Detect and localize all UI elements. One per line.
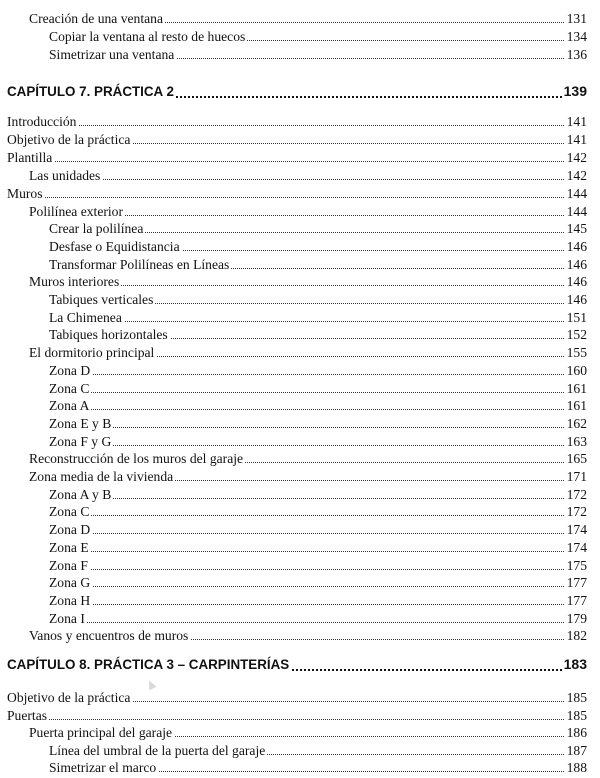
toc-entry [0, 610, 600, 627]
toc-entry [0, 415, 600, 432]
toc-entry [0, 397, 600, 414]
dot-leader [49, 604, 586, 605]
toc-entry-title: Zona I [49, 611, 85, 626]
toc-entry [0, 521, 600, 538]
toc-chapter-entry [0, 82, 600, 101]
toc-entry [0, 309, 600, 326]
toc-entry-page-number: 152 [566, 327, 587, 342]
toc-entry-page-number: 174 [566, 540, 587, 555]
toc-entry-title: Zona E y B [49, 416, 112, 431]
toc-entry-title: Polilínea exterior [29, 204, 123, 219]
dot-leader [7, 197, 586, 198]
toc-entry-page-number: 144 [566, 204, 587, 219]
toc-entry-page-number: 187 [566, 743, 587, 758]
toc-entry [0, 574, 600, 591]
toc-entry-title: Las unidades [29, 168, 101, 183]
toc-entry-page-number: 179 [566, 611, 587, 626]
toc-entry-page-number: 183 [563, 656, 587, 672]
toc-entry-page-number: 185 [566, 708, 587, 723]
toc-entry-title: Zona F [49, 558, 88, 573]
toc-entry-title: Zona C [49, 504, 90, 519]
dot-leader [49, 586, 586, 587]
toc-entry-page-number: 151 [566, 310, 587, 325]
toc-entry-page-number: 177 [566, 575, 587, 590]
toc-entry-page-number: 139 [563, 83, 587, 99]
toc-entry-page-number: 171 [566, 469, 587, 484]
toc-entry [0, 724, 600, 741]
dot-leader [49, 551, 586, 552]
toc-entry-page-number: 136 [566, 47, 587, 62]
toc-entry-title: Zona G [49, 575, 91, 590]
toc-entry-page-number: 141 [566, 132, 587, 147]
toc-entry [0, 707, 600, 724]
toc-entry [0, 185, 600, 202]
toc-entry-title: Transformar Polilíneas en Líneas [49, 257, 230, 272]
toc-entry [0, 167, 600, 184]
toc-entry [0, 689, 600, 706]
toc-entry [0, 238, 600, 255]
toc-entry-page-number: 186 [566, 725, 587, 740]
toc-entry-page-number: 145 [566, 221, 587, 236]
toc-entry-title: Muros interiores [29, 274, 120, 289]
toc-entry-title: Puerta principal del garaje [29, 725, 173, 740]
toc-entry-title: Zona media de la vivienda [29, 469, 174, 484]
toc-entry-page-number: 175 [566, 558, 587, 573]
toc-entry-title: Zona D [49, 363, 91, 378]
toc-entry [0, 273, 600, 290]
toc-entry-title: Desfase o Equidistancia [49, 239, 180, 254]
dot-leader [7, 125, 586, 126]
dot-leader [49, 445, 586, 446]
toc-entry-title: Línea del umbral de la puerta del garaje [49, 743, 266, 758]
toc-entry-title: Vanos y encuentros de muros [29, 628, 189, 643]
toc-entry-title: Simetrizar el marco [49, 760, 157, 775]
dot-leader [49, 569, 586, 570]
toc-entry-page-number: 185 [566, 690, 587, 705]
toc-entry [0, 759, 600, 776]
toc-entry-page-number: 146 [566, 257, 587, 272]
toc-entry-page-number: 165 [566, 451, 587, 466]
toc-entry-page-number: 141 [566, 114, 587, 129]
toc-entry-title: Reconstrucción de los muros del garaje [29, 451, 244, 466]
toc-entry-title: Tabiques horizontales [49, 327, 168, 342]
toc-entry [0, 592, 600, 609]
toc-entry-title: Copiar la ventana al resto de huecos [49, 29, 246, 44]
toc-entry [0, 362, 600, 379]
toc-entry-title: Zona H [49, 593, 91, 608]
dot-leader [29, 179, 586, 180]
toc-entry-page-number: 134 [566, 29, 587, 44]
toc-entry-page-number: 161 [566, 381, 587, 396]
toc-entry [0, 742, 600, 759]
dot-leader [49, 498, 586, 499]
toc-entry [0, 203, 600, 220]
toc-entry-page-number: 160 [566, 363, 587, 378]
toc-entry [0, 557, 600, 574]
dot-leader [7, 719, 586, 720]
toc-entry-title: Objetivo de la práctica [7, 690, 131, 705]
toc-entry-title: Introducción [7, 114, 77, 129]
toc-entry-title: Creación de una ventana [29, 11, 163, 26]
toc-entry [0, 291, 600, 308]
toc-entry-page-number: 146 [566, 274, 587, 289]
dot-leader [49, 392, 586, 393]
dot-leader [49, 622, 586, 623]
toc-entry-page-number: 182 [566, 628, 587, 643]
toc-entry-page-number: 146 [566, 292, 587, 307]
toc-entry-page-number: 174 [566, 522, 587, 537]
toc-entry-title: Zona E [49, 540, 89, 555]
dot-leader [49, 427, 586, 428]
toc-entry [0, 486, 600, 503]
dot-leader [49, 409, 586, 410]
toc-entry-title: Zona C [49, 381, 90, 396]
toc-entry-title: Zona D [49, 522, 91, 537]
dot-leader [7, 161, 586, 162]
toc-entry-title: Zona A [49, 398, 90, 413]
toc-entry-page-number: 163 [566, 434, 587, 449]
toc-entry-page-number: 172 [566, 487, 587, 502]
toc-entry-page-number: 162 [566, 416, 587, 431]
toc-entry [0, 10, 600, 27]
toc-entry [0, 539, 600, 556]
toc-entry-title: Zona F y G [49, 434, 112, 449]
toc-entry-page-number: 161 [566, 398, 587, 413]
toc-entry-title: Zona A y B [49, 487, 112, 502]
toc-entry-page-number: 188 [566, 760, 587, 775]
toc-entry [0, 149, 600, 166]
toc-entry-page-number: 172 [566, 504, 587, 519]
dot-leader [49, 321, 586, 322]
toc-entry [0, 627, 600, 644]
dot-leader [49, 533, 586, 534]
toc-entry-title: Tabiques verticales [49, 292, 154, 307]
toc-entry-title: Plantilla [7, 150, 53, 165]
toc-entry-page-number: 144 [566, 186, 587, 201]
toc-entry-title: CAPÍTULO 7. PRÁCTICA 2 [7, 84, 174, 99]
toc-entry [0, 380, 600, 397]
toc-entry [0, 433, 600, 450]
toc-entry [0, 131, 600, 148]
toc-entry-page-number: 155 [566, 345, 587, 360]
toc-entry-title: Objetivo de la práctica [7, 132, 131, 147]
toc-entry [0, 503, 600, 520]
toc-entry-title: Simetrizar una ventana [49, 47, 175, 62]
toc-entry [0, 468, 600, 485]
toc-entry [0, 344, 600, 361]
toc-entry-title: El dormitorio principal [29, 345, 155, 360]
toc-chapter-entry [0, 655, 600, 674]
toc-entry-page-number: 131 [566, 11, 587, 26]
toc-entry [0, 46, 600, 63]
toc-entry-page-number: 177 [566, 593, 587, 608]
toc-entry-title: Crear la polilínea [49, 221, 144, 236]
toc-entry-title: CAPÍTULO 8. PRÁCTICA 3 – CARPINTERÍAS [7, 657, 290, 672]
dot-leader [49, 515, 586, 516]
toc-entry-title: La Chimenea [49, 310, 122, 325]
toc-entry-page-number: 142 [566, 150, 587, 165]
toc-entry [0, 220, 600, 237]
toc-entry [0, 256, 600, 273]
toc-entry-title: Muros [7, 186, 43, 201]
toc-entry [0, 28, 600, 45]
toc-entry [0, 326, 600, 343]
toc-entry-page-number: 146 [566, 239, 587, 254]
dot-leader [49, 374, 586, 375]
toc-entry [0, 450, 600, 467]
toc-entry [0, 113, 600, 130]
toc-entry-title: Puertas [7, 708, 48, 723]
toc-entry-page-number: 142 [566, 168, 587, 183]
